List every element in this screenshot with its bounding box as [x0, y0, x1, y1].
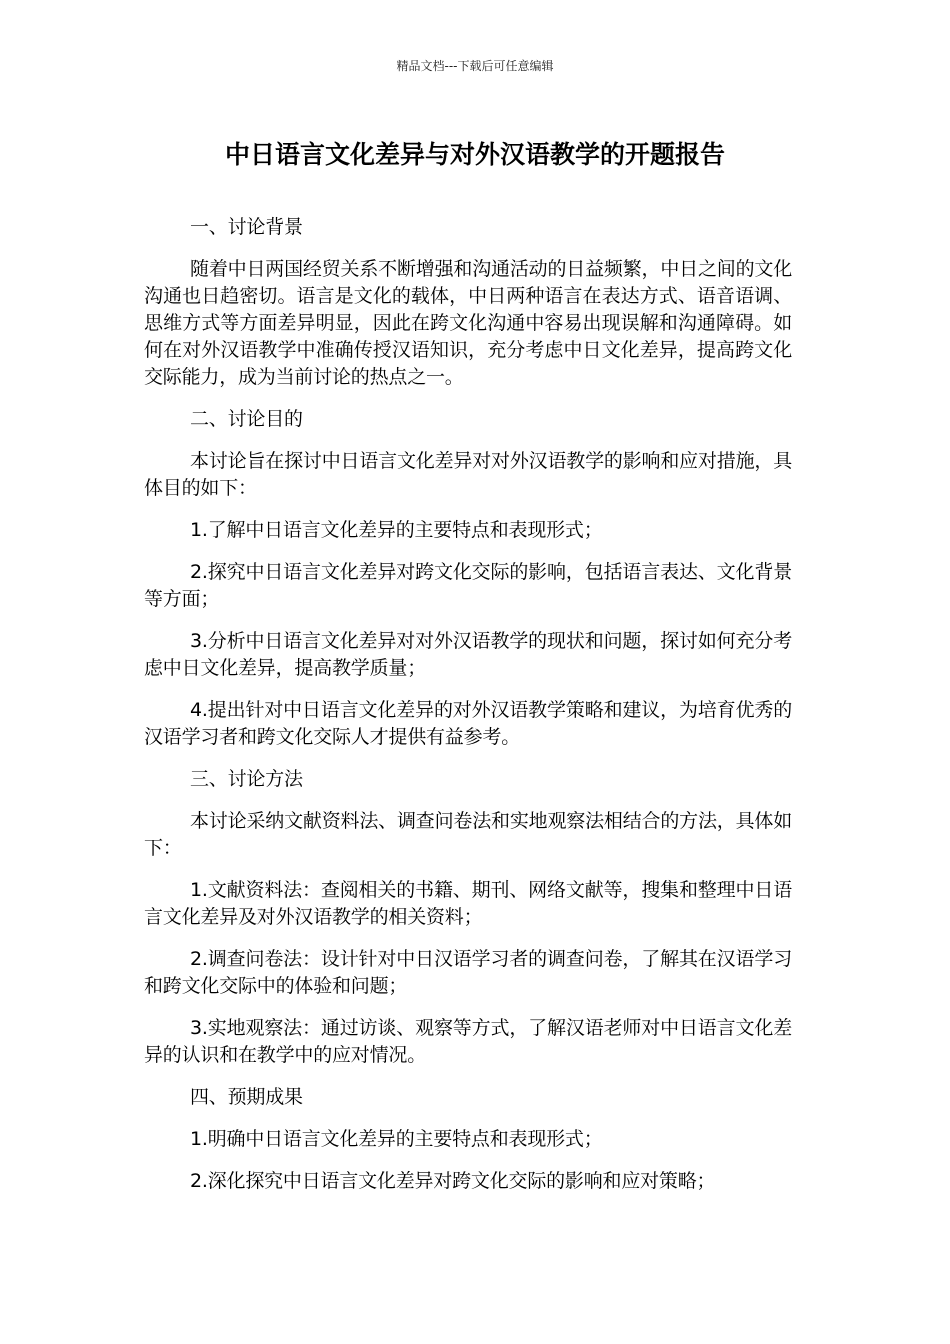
list-item-outcome-1: 1.明确中日语言文化差异的主要特点和表现形式； [190, 1128, 603, 1150]
list-item-method-3: 3.实地观察法：通过访谈、观察等方式，了解汉语老师对中日语言文化差异的认识和在教学中的应对情况。 [144, 1017, 792, 1066]
section-heading-outcomes: 四、预期成果 [190, 1086, 303, 1108]
list-item-outcome-2: 2.深化探究中日语言文化差异对跨文化交际的影响和应对策略； [190, 1170, 716, 1192]
document-body [144, 214, 792, 1210]
section-heading-background: 一、讨论背景 [190, 216, 303, 238]
paragraph-method-intro: 本讨论采纳文献资料法、调查问卷法和实地观察法相结合的方法，具体如下： [144, 810, 792, 859]
list-item-method-2: 2.调查问卷法：设计针对中日汉语学习者的调查问卷，了解其在汉语学习和跨文化交际中的体验和问题； [144, 948, 792, 997]
list-item-purpose-2: 2.探究中日语言文化差异对跨文化交际的影响，包括语言表达、文化背景等方面； [144, 561, 792, 610]
list-item-purpose-4: 4.提出针对中日语言文化差异的对外汉语教学策略和建议，为培育优秀的汉语学习者和跨文化交际人才提供有益参考。 [144, 699, 792, 748]
list-item-purpose-3: 3.分析中日语言文化差异对对外汉语教学的现状和问题，探讨如何充分考虑中日文化差异，提高教学质量； [144, 630, 792, 679]
document-title: 中日语言文化差异与对外汉语教学的开题报告 [224, 140, 725, 169]
section-heading-method: 三、讨论方法 [190, 768, 303, 790]
list-item-method-1: 1.文献资料法：查阅相关的书籍、期刊、网络文献等，搜集和整理中日语言文化差异及对外汉语教学的相关资料； [144, 879, 792, 928]
section-heading-purpose: 二、讨论目的 [190, 408, 303, 430]
paragraph-background: 随着中日两国经贸关系不断增强和沟通活动的日益频繁，中日之间的文化沟通也日趋密切。语言是文化的载体，中日两种语言在表达方式、语音语调、思维方式等方面差异明显，因此在跨文化沟通中容易出现误解和沟通障碍。如何在对外汉语教学中准确传授汉语知识，充分考虑中日文化差异，提高跨文化交际能力，成为当前讨论的热点之一。 [144, 258, 792, 388]
paragraph-purpose-intro: 本讨论旨在探讨中日语言文化差异对对外汉语教学的影响和应对措施，具体目的如下： [144, 450, 792, 499]
page-header: 精品文档---下载后可任意编辑 [396, 59, 554, 73]
list-item-purpose-1: 1.了解中日语言文化差异的主要特点和表现形式； [190, 519, 603, 541]
